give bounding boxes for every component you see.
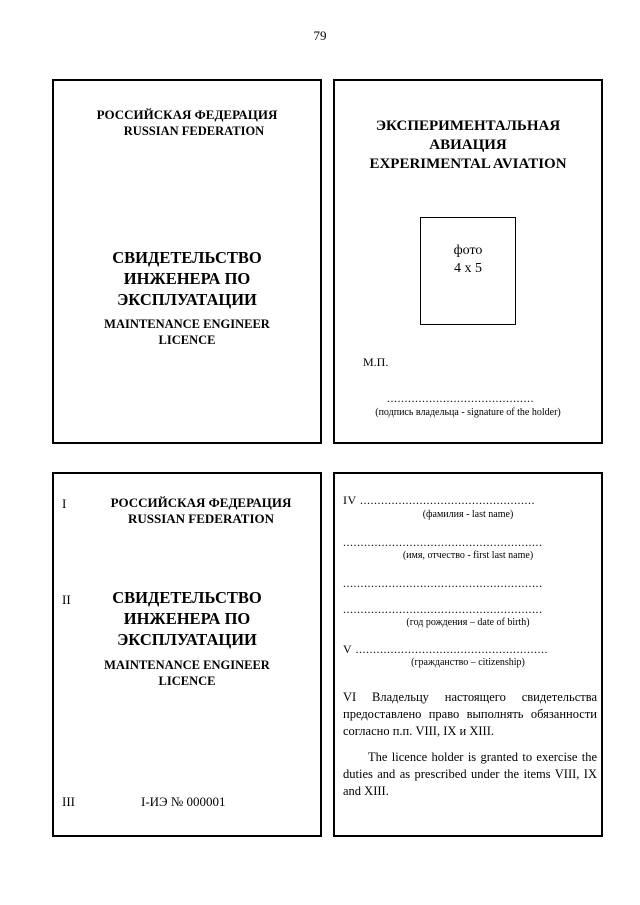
signature-line: .......................................... [387, 391, 534, 405]
en-title-line-1: MAINTENANCE ENGINEER [104, 658, 270, 672]
photo-size: 4 x 5 [454, 261, 482, 276]
country-heading [54, 107, 320, 139]
item-number-ii: II [62, 592, 71, 607]
stamp-place: М.П. [363, 355, 389, 369]
country-ru: РОССИЙСКАЯ ФЕДЕРАЦИЯ [110, 495, 292, 510]
country-en: RUSSIAN FEDERATION [127, 511, 275, 526]
name-field: ......................................................... [343, 535, 543, 549]
photo-box [420, 217, 516, 325]
citizenship-caption: (гражданство – citizenship) [411, 657, 525, 668]
blank-field: ......................................................... [343, 576, 543, 590]
heading-line-3: EXPERIMENTAL AVIATION [369, 156, 567, 172]
holder-details-panel [333, 472, 603, 837]
privileges-text-ru: VI Владельцу настоящего свидетельства предоставлено право выполнять обязанности согласно п.п. VIII, IX и XIII. [343, 690, 597, 738]
en-title-line-2: LICENCE [158, 674, 216, 688]
heading-line-1: ЭКСПЕРИМЕНТАЛЬНАЯ [375, 118, 561, 134]
licence-title-ru [54, 247, 320, 310]
en-title-line-2: LICENCE [158, 333, 216, 347]
page-number: 79 [313, 28, 327, 43]
aviation-heading [335, 117, 601, 174]
surname-field: IV .................................................. [343, 493, 535, 507]
licence-cover-panel [52, 79, 322, 444]
title-line-2: ИНЖЕНЕРА ПО ЭКСПЛУАТАЦИИ [117, 609, 257, 649]
title-line-1: СВИДЕТЕЛЬСТВО [112, 588, 262, 607]
en-title-line-1: MAINTENANCE ENGINEER [104, 317, 270, 331]
licence-inner-left-panel [52, 472, 322, 837]
photo-panel [333, 79, 603, 444]
licence-title-en [54, 657, 320, 689]
licence-serial-number: I-ИЭ № 000001 [141, 794, 226, 809]
licence-title-en [54, 316, 320, 348]
birth-date-caption: (год рождения – date of birth) [406, 617, 530, 628]
licence-title-ru [54, 587, 320, 650]
signature-caption: (подпись владельца - signature of the holder) [375, 407, 561, 418]
photo-label: фото [453, 243, 483, 258]
item-number-i: I [62, 496, 67, 511]
title-line-2: ИНЖЕНЕРА ПО ЭКСПЛУАТАЦИИ [117, 269, 257, 309]
birth-date-field: ......................................................... [343, 602, 543, 616]
citizenship-field: V ....................................................... [343, 642, 548, 656]
title-line-1: СВИДЕТЕЛЬСТВО [112, 248, 262, 267]
item-number-iii: III [62, 794, 75, 809]
heading-line-2: АВИАЦИЯ [429, 137, 507, 153]
surname-caption: (фамилия - last name) [422, 509, 514, 520]
name-caption: (имя, отчество - first last name) [402, 550, 534, 561]
country-heading [82, 495, 320, 527]
country-ru: РОССИЙСКАЯ ФЕДЕРАЦИЯ [96, 107, 278, 122]
privileges-text-en: The licence holder is granted to exercise the duties and as prescribed under the items VIII, IX and XIII. [343, 750, 597, 798]
country-en: RUSSIAN FEDERATION [123, 124, 265, 138]
